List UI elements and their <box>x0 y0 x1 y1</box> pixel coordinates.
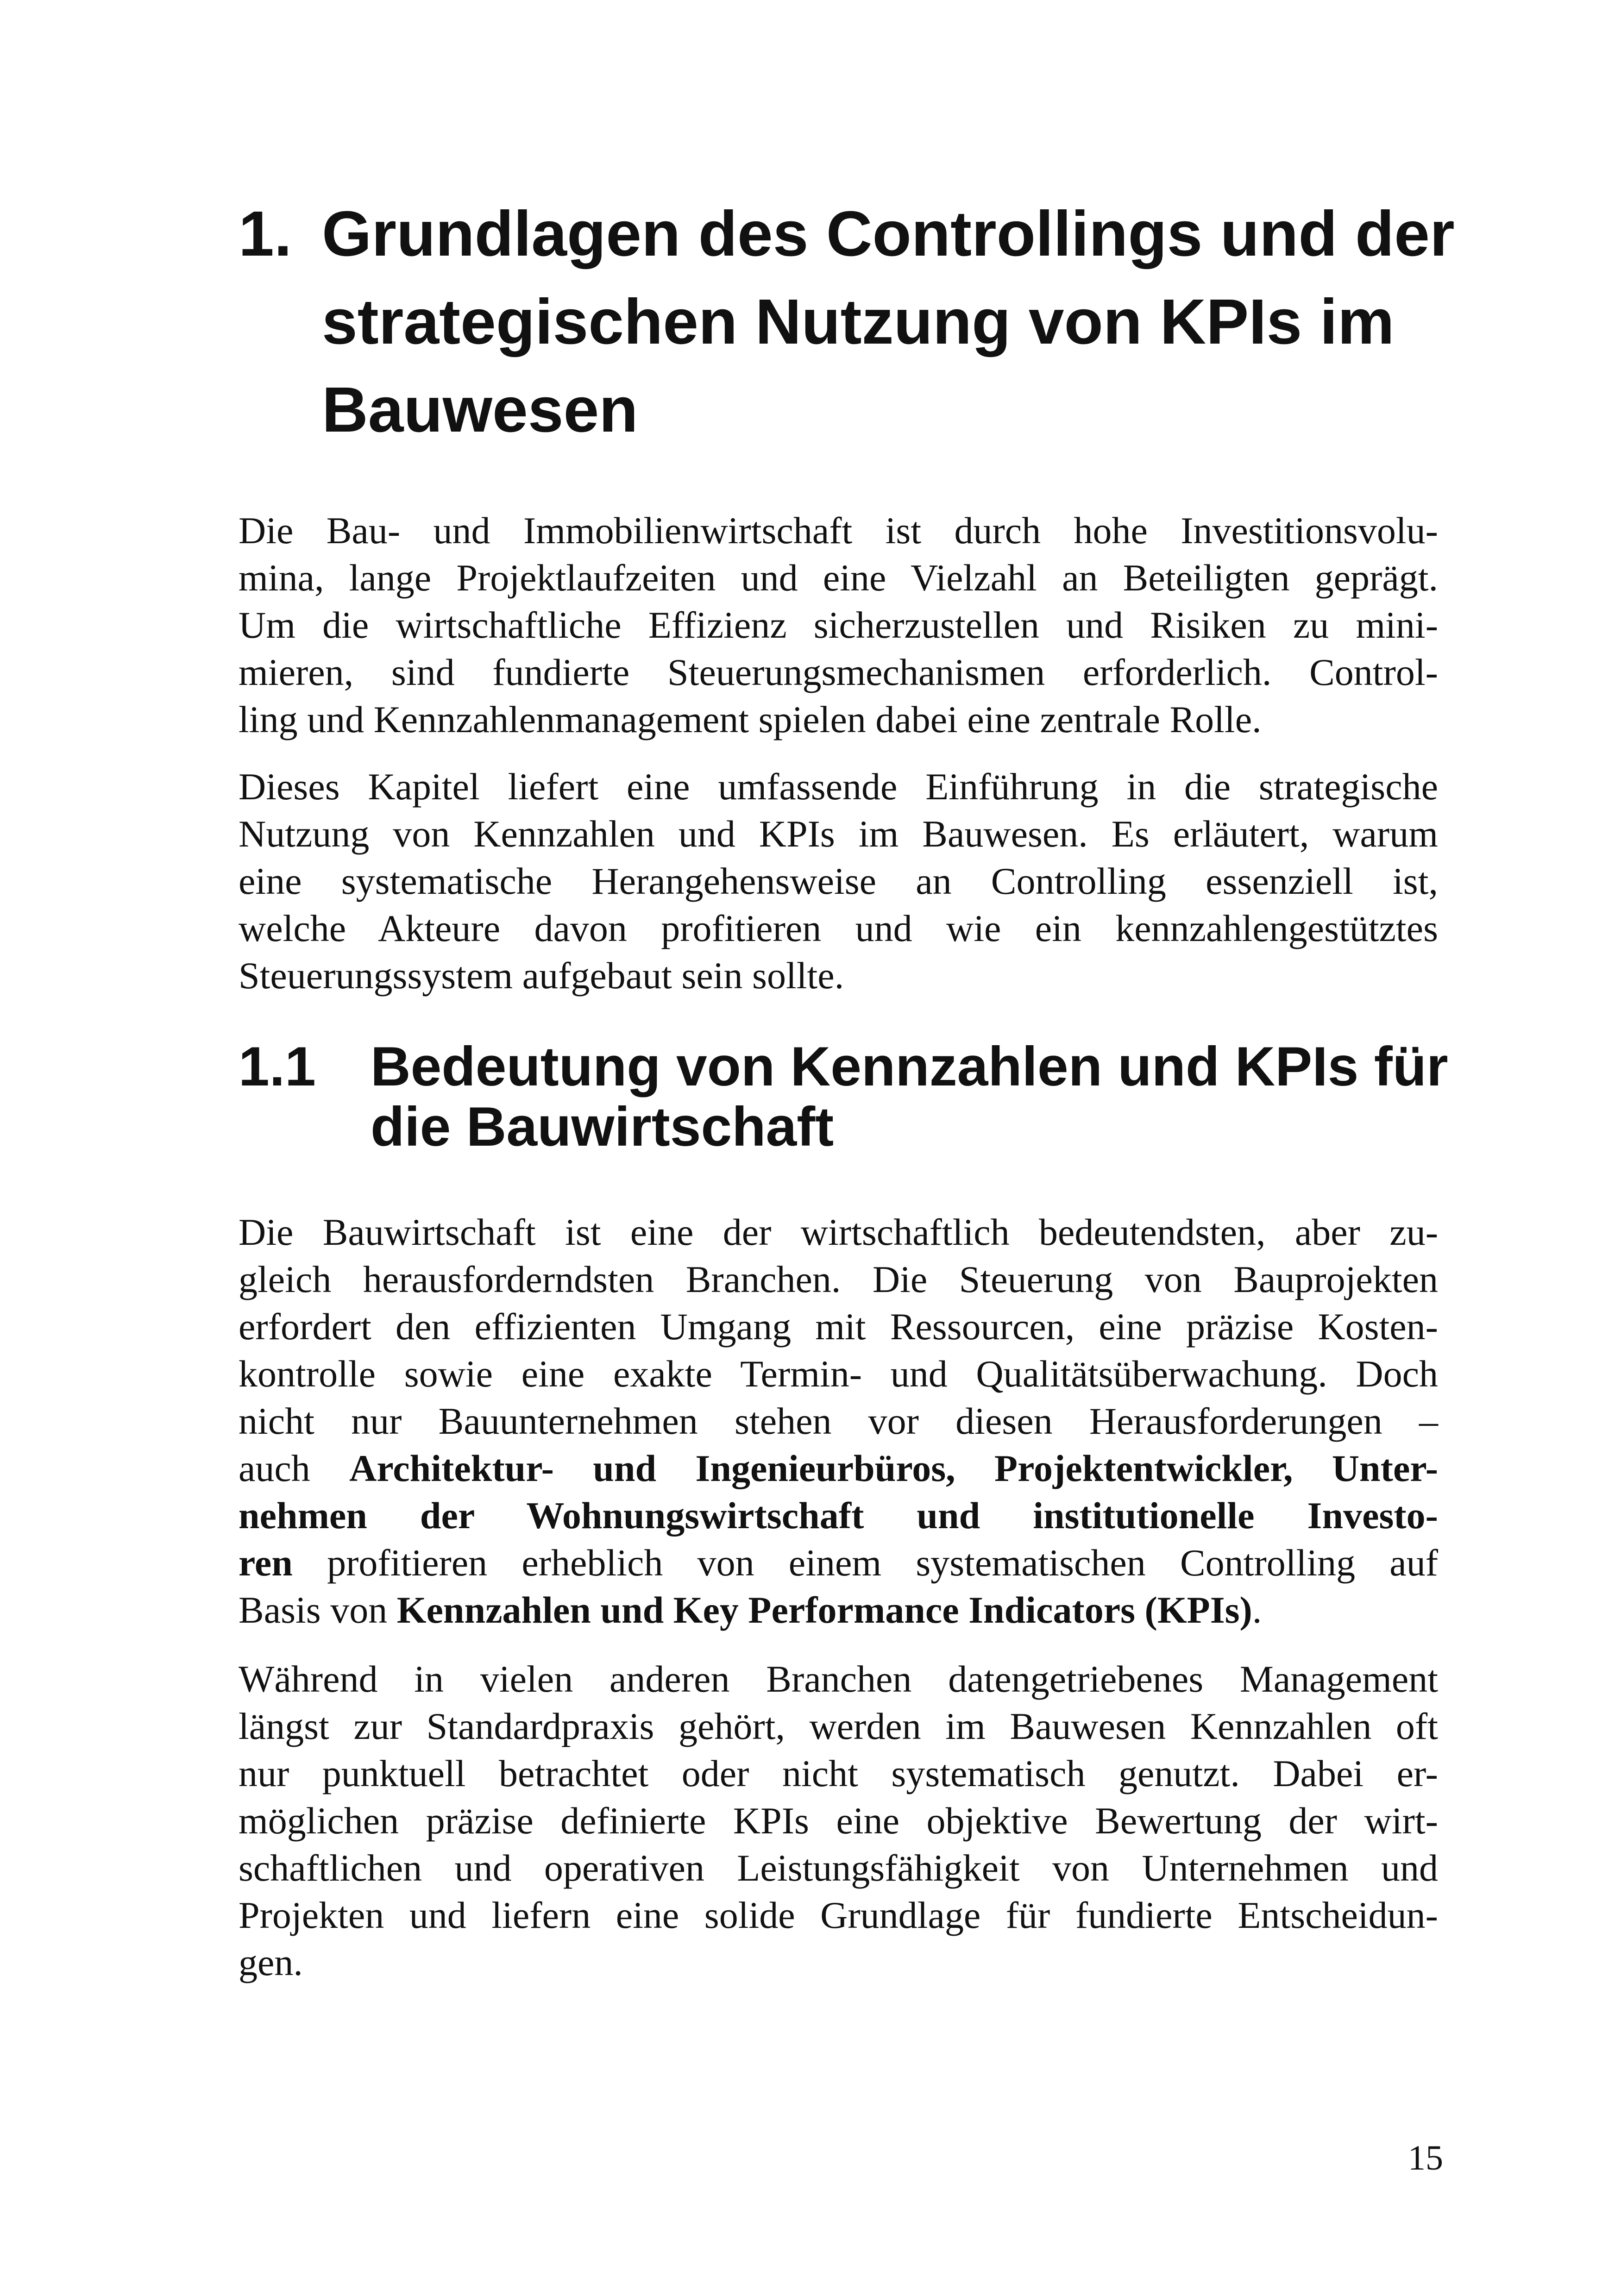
text-line: erfordert den effizienten Umgang mit Ressourcen, eine präzise Kosten- <box>239 1305 1438 1348</box>
emphasis-text: Kennzahlen und Key Performance Indicators (KPIs) <box>396 1589 1252 1631</box>
intro-paragraph-1 <box>239 507 1438 743</box>
text-line <box>239 1492 1438 1539</box>
text-line: mina, lange Projektlaufzeiten und eine Vielzahl an Beteiligten geprägt. <box>239 557 1438 599</box>
text-line: gen. <box>239 1941 303 1983</box>
text-line: mieren, sind fundierte Steuerungsmechanismen erforderlich. Control- <box>239 651 1438 693</box>
section-paragraph-2 <box>239 1656 1438 1986</box>
text-line: gleich herausforderndsten Branchen. Die Steuerung von Bauprojekten <box>239 1258 1438 1300</box>
text-line: ling und Kennzahlenmanagement spielen dabei eine zentrale Rolle. <box>239 698 1262 740</box>
text-line: nicht nur Bauunternehmen stehen vor diesen Herausforderungen – <box>239 1400 1438 1442</box>
text-line: möglichen präzise definierte KPIs eine objektive Bewertung der wirt- <box>239 1800 1438 1842</box>
section-number: 1.1 <box>239 1035 316 1098</box>
section-title-line: Bedeutung von Kennzahlen und KPIs für <box>371 1035 1448 1098</box>
text-line: Um die wirtschaftliche Effizienz sicherzustellen und Risiken zu mini- <box>239 604 1438 646</box>
text-run: . <box>1252 1589 1262 1631</box>
chapter-number: 1. <box>239 198 292 270</box>
text-line <box>239 1539 1438 1587</box>
text-line: welche Akteure davon profitieren und wie ein kennzahlengestütztes <box>239 907 1438 949</box>
emphasis-text: Architektur- und Ingenieurbüros, Projektentwickler, Unter- <box>349 1447 1438 1489</box>
chapter-title-line: strategischen Nutzung von KPIs im <box>322 286 1395 358</box>
section-title-line: die Bauwirtschaft <box>371 1096 834 1158</box>
chapter-title-line: Bauwesen <box>322 374 638 445</box>
text-line: kontrolle sowie eine exakte Termin- und Qualitätsüberwachung. Doch <box>239 1353 1438 1395</box>
emphasis-text: ren <box>239 1542 293 1584</box>
page-number: 15 <box>1408 2139 1443 2177</box>
text-line: Projekten und liefern eine solide Grundlage für fundierte Entscheidun- <box>239 1894 1438 1936</box>
text-line: eine systematische Herangehensweise an Controlling essenziell ist, <box>239 860 1438 902</box>
chapter-title-text <box>322 190 1526 454</box>
text-line: Dieses Kapitel liefert eine umfassende Einführung in die strategische <box>239 765 1438 808</box>
text-run: profitieren erheblich von einem systematischen Controlling auf <box>292 1542 1438 1584</box>
text-line: Während in vielen anderen Branchen datengetriebenes Management <box>239 1658 1438 1700</box>
text-line <box>239 1445 1438 1492</box>
text-run: Basis von <box>239 1589 397 1631</box>
text-line: Steuerungssystem aufgebaut sein sollte. <box>239 954 844 997</box>
section-paragraph-1 <box>239 1209 1438 1634</box>
text-line: Die Bau- und Immobilienwirtschaft ist durch hohe Investitionsvolu- <box>239 509 1438 552</box>
text-line: längst zur Standardpraxis gehört, werden im Bauwesen Kennzahlen oft <box>239 1705 1438 1747</box>
text-line: nur punktuell betrachtet oder nicht systematisch genutzt. Dabei er- <box>239 1752 1438 1794</box>
text-line <box>239 1587 1438 1634</box>
text-line: schaftlichen und operativen Leistungsfähigkeit von Unternehmen und <box>239 1847 1438 1889</box>
text-line: Die Bauwirtschaft ist eine der wirtschaftlich bedeutendsten, aber zu- <box>239 1211 1438 1253</box>
text-line: Nutzung von Kennzahlen und KPIs im Bauwesen. Es erläutert, warum <box>239 813 1438 855</box>
intro-paragraph-2 <box>239 763 1438 999</box>
section-title-text <box>371 1036 1528 1157</box>
emphasis-text: nehmen der Wohnungswirtschaft und institutionelle Investo- <box>239 1494 1438 1537</box>
text-run: auch <box>239 1447 350 1489</box>
chapter-title-line: Grundlagen des Controllings und der <box>322 198 1455 270</box>
